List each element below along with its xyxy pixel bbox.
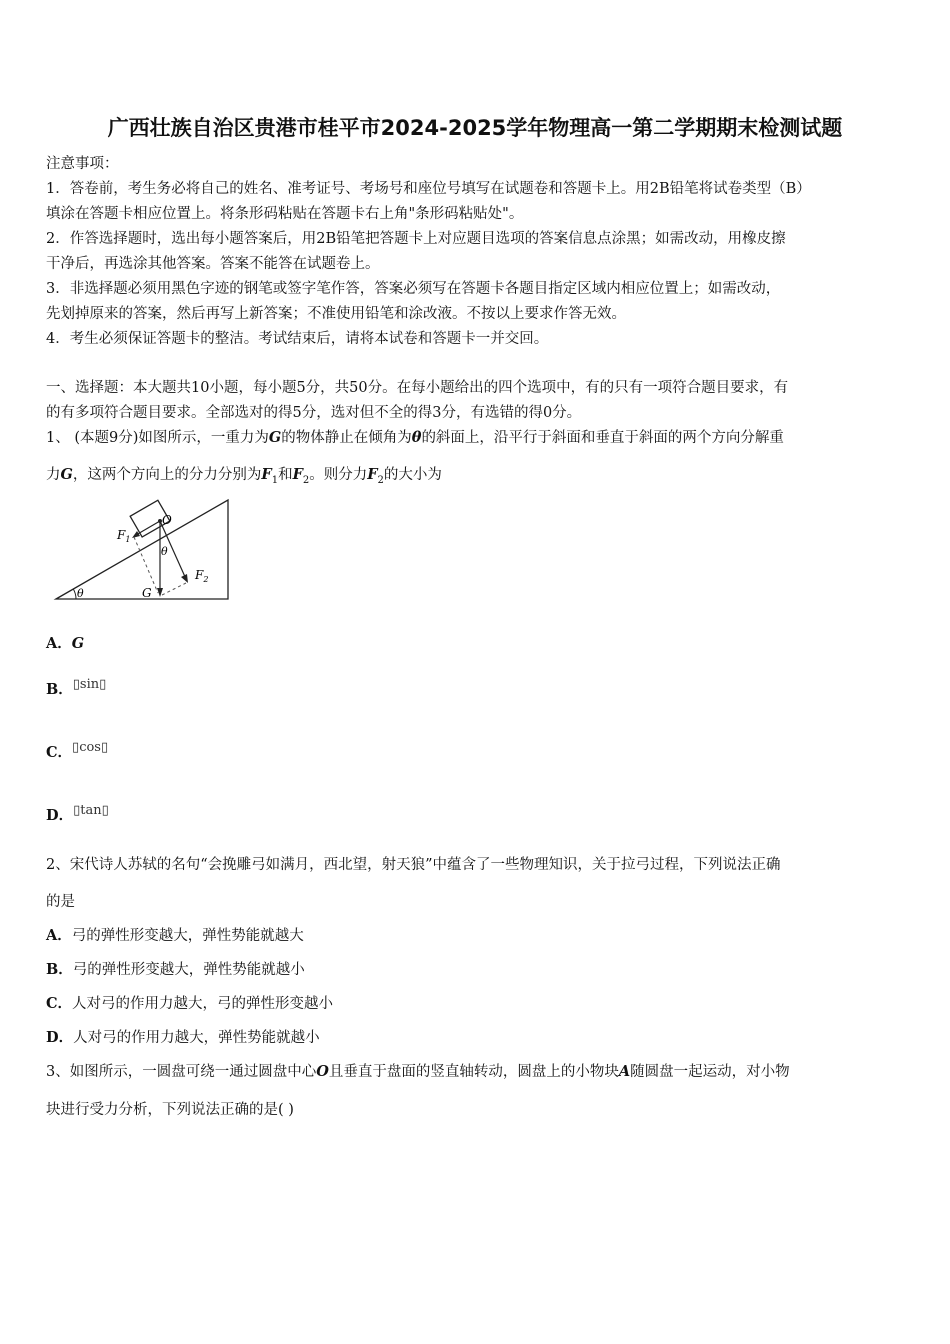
q1-and: 和 (278, 467, 293, 483)
dashed-line-1 (134, 537, 158, 593)
theta-arc (73, 589, 76, 599)
q3-b: 且垂直于盘面的竖直轴转动，圆盘上的小物块 (328, 1064, 619, 1080)
q1-option-d (46, 804, 109, 825)
label-f2: $F_2$ (195, 568, 209, 584)
label-theta-bottom: θ (77, 587, 84, 600)
q1-F2-sub: 2 (302, 474, 310, 486)
notice-line: 干净后，再选涂其他答案。答案不能答在试题卷上。 (46, 256, 380, 272)
option-text: G (71, 635, 85, 652)
q1-theta: θ (411, 429, 422, 446)
option-text: 人对弓的作用力越大，弓的弹性形变越小 (72, 996, 334, 1012)
notice-line: 先划掉原来的答案，然后再写上新答案；不准使用铅笔和涂改液。不按以上要求作答无效。 (46, 306, 626, 322)
q1-l2-G: G (60, 466, 73, 483)
label-g: G (142, 586, 152, 600)
option-text: ▯tan▯ (73, 803, 109, 818)
option-text: 弓的弹性形变越大，弹性势能就越小 (72, 962, 305, 978)
q1-stem-line2 (46, 463, 442, 486)
q1-option-a (46, 632, 84, 653)
q2-stem-line2: 的是 (46, 894, 75, 910)
dashed-line-2 (162, 583, 186, 595)
label-o: O (162, 513, 172, 527)
q1-l2b: ，这两个方向上的分力分别为 (72, 467, 262, 483)
option-letter: D． (46, 1029, 74, 1046)
notice-line: 填涂在答题卡相应位置上。将条形码粘贴在答题卡右上角"条形码粘贴处"。 (46, 206, 524, 222)
q1-l2c: 。则分力 (309, 467, 368, 483)
option-letter: B． (46, 961, 73, 978)
notice-line: 1．答卷前，考生务必将自己的姓名、准考证号、考场号和座位号填写在试题卷和答题卡上。用2B铅笔将试卷类型（B） (46, 181, 811, 197)
q3-stem-line1 (46, 1060, 790, 1081)
option-letter: C． (46, 995, 73, 1012)
notice-line: 4．考生必须保证答题卡的整洁。考试结束后，请将本试卷和答题卡一并交回。 (46, 331, 549, 347)
q1-l2a: 力 (46, 467, 61, 483)
q2-option-d (46, 1026, 320, 1047)
notice-line: 3．非选择题必须用黑色字迹的钢笔或签字笔作答，答案必须写在答题卡各题目指定区域内相应位置上；如需改动， (46, 281, 781, 297)
option-text: 弓的弹性形变越大，弹性势能就越大 (71, 928, 304, 944)
q1-option-c (46, 741, 108, 762)
q2-option-b (46, 958, 305, 979)
q1-stem-line1 (46, 426, 784, 447)
option-letter: C． (46, 744, 73, 761)
q1-F2: F (292, 466, 303, 483)
q1-l2d: 的大小为 (383, 467, 442, 483)
option-letter: A． (46, 927, 72, 944)
option-letter: A． (46, 635, 72, 652)
q1-F1: F (261, 466, 272, 483)
q1-option-b (46, 678, 106, 699)
page-title: 广西壮族自治区贵港市桂平市2024-2025学年物理高一第二学期期末检测试题 (107, 116, 843, 140)
q1-F2b: F (367, 466, 378, 483)
section-heading: 一、选择题：本大题共10小题，每小题5分，共50分。在每小题给出的四个选项中，有的只有一项符合题目要求，有 (46, 380, 789, 396)
notice-heading: 注意事项： (46, 156, 119, 172)
option-text: ▯cos▯ (72, 740, 109, 755)
label-theta-top: θ (161, 545, 168, 558)
q3-c: 随圆盘一起运动，对小物 (630, 1064, 790, 1080)
section-heading: 的有多项符合题目要求。全部选对的得5分，选对但不全的得3分，有选错的得0分。 (46, 405, 582, 421)
q2-stem-line1: 2、宋代诗人苏轼的名句“会挽雕弓如满月，西北望，射天狼”中蕴含了一些物理知识，关于拉弓过程，下列说法正确 (46, 857, 781, 873)
notice-line: 2．作答选择题时，选出每小题答案后，用2B铅笔把答题卡上对应题目选项的答案信息点涂黑；如需改动，用橡皮擦 (46, 231, 786, 247)
q3-a: 3、如图所示，一圆盘可绕一通过圆盘中心 (46, 1064, 317, 1080)
q3-O: O (316, 1063, 329, 1080)
q1-mid1: 的物体静止在倾角为 (281, 430, 412, 446)
incline-figure (50, 495, 240, 605)
q2-option-c (46, 992, 333, 1013)
option-text: ▯sin▯ (72, 677, 107, 692)
option-letter: D． (46, 807, 74, 824)
option-text: 人对弓的作用力越大，弹性势能就越小 (73, 1030, 320, 1046)
q1-prefix: 1、 (本题9分)如图所示，一重力为 (46, 430, 269, 446)
q2-option-a (46, 924, 304, 945)
q1-F2b-sub: 2 (377, 474, 384, 486)
f2-arrowhead (181, 574, 188, 583)
q1-mid2: 的斜面上，沿平行于斜面和垂直于斜面的两个方向分解重 (421, 430, 784, 446)
option-letter: B． (46, 681, 73, 698)
q1-F1-sub: 1 (271, 474, 279, 486)
q1-G: G (268, 429, 282, 446)
q3-A: A (618, 1063, 631, 1080)
label-f1: $F_1$ (117, 528, 131, 544)
q3-stem-line2: 块进行受力分析，下列说法正确的是( ) (46, 1102, 294, 1118)
